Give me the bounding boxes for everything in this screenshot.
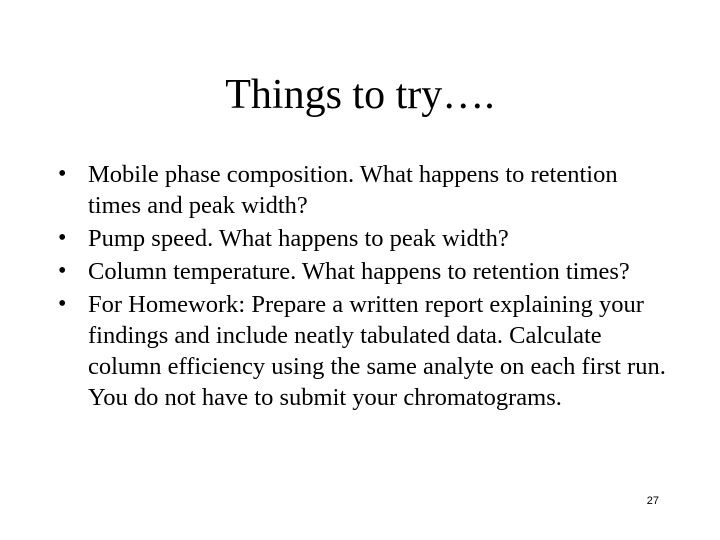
bullet-icon: •	[58, 161, 67, 187]
slide-title: Things to try….	[225, 72, 495, 118]
bullet-item-pump-speed	[56, 223, 676, 254]
bullet-icon: •	[58, 291, 67, 317]
bullet-text: Column temperature. What happens to retention times?	[88, 258, 630, 285]
bullet-text: For Homework: Prepare a written report explaining your findings and include neatly tabulated data. Calculate column efficiency using the same analyte on each first run. You do not have to submit your chromatograms.	[88, 291, 666, 411]
bullet-text: Mobile phase composition. What happens to retention times and peak width?	[88, 161, 618, 219]
bullet-icon: •	[58, 258, 67, 284]
bullet-item-column-temperature	[56, 256, 676, 287]
bullet-list	[56, 159, 676, 415]
bullet-text: Pump speed. What happens to peak width?	[88, 225, 509, 252]
bullet-icon: •	[58, 225, 67, 251]
page-number: 27	[646, 495, 659, 507]
bullet-item-mobile-phase	[56, 159, 676, 221]
bullet-item-homework	[56, 289, 676, 413]
